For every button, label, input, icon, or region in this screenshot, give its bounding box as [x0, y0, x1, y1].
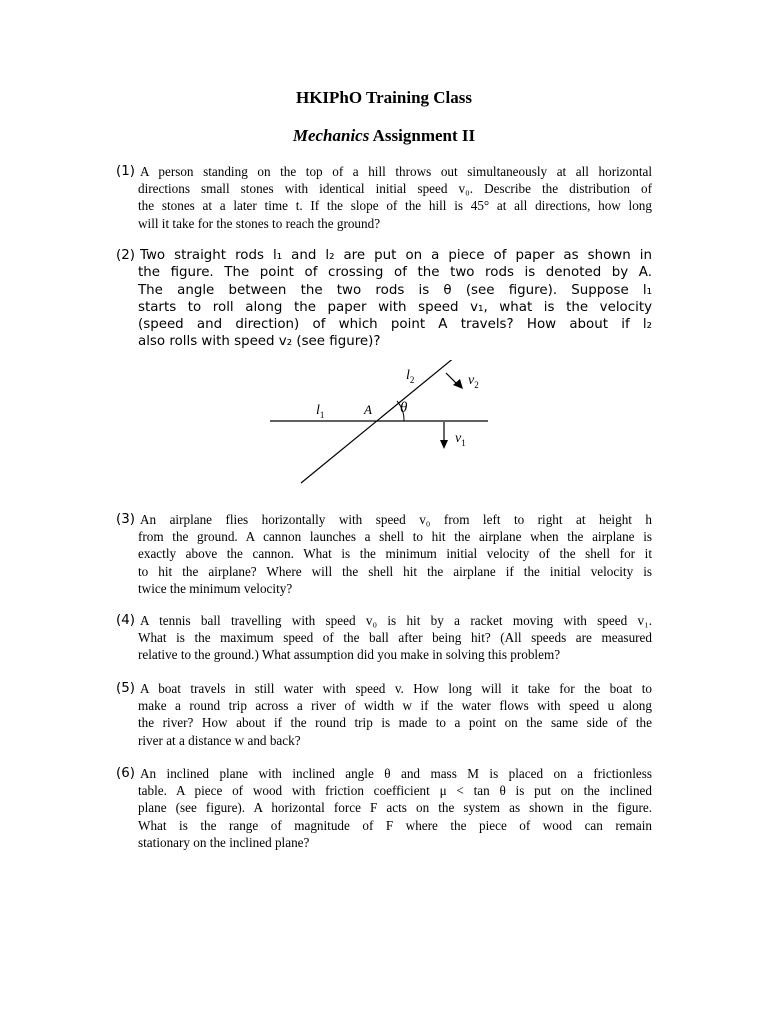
question-line: river at a distance w and back? — [138, 732, 301, 748]
question-line: stationary on the inclined plane? — [138, 834, 310, 850]
question-line: starts to roll along the paper with speed v₁, what is the velocity — [138, 299, 652, 315]
question-3 — [116, 511, 652, 597]
question-line: A person standing on the top of a hill throws out simultaneously at all horizontal — [140, 164, 652, 179]
question-line: (speed and direction) of which point A travels? How about if l₂ — [138, 317, 652, 333]
question-line: make a round trip across a river of width w if the water flows with speed u along — [138, 698, 652, 714]
v1-arrowhead — [440, 440, 448, 449]
question-line: A tennis ball travelling with speed v₀ is hit by a racket moving with speed v₁. — [140, 613, 652, 628]
question-line: An airplane flies horizontally with speed v₀ from left to right at height h — [140, 512, 652, 527]
question-line: from the ground. A cannon launches a shell to hit the airplane when the airplane is — [138, 529, 652, 545]
point-a-label: A — [364, 402, 372, 417]
page-subtitle — [0, 126, 768, 146]
question-line: the river? How about if the round trip is made to a point on the same side of the — [138, 715, 652, 731]
question-line: will it take for the stones to reach the ground? — [138, 215, 381, 231]
question-line: An inclined plane with inclined angle θ and mass M is placed on a frictionless — [140, 766, 652, 781]
question-line: plane (see figure). A horizontal force F acts on the system as shown in the figure. — [138, 800, 652, 816]
question-5 — [116, 680, 652, 749]
question-number: (5) — [116, 681, 135, 696]
question-line: also rolls with speed v₂ (see figure)? — [138, 334, 381, 350]
v2-label: $v_2$ — [468, 373, 479, 390]
question-line: directions small stones with identical initial speed v₀. Describe the distribution of — [138, 181, 652, 197]
subtitle-italic: Mechanics — [292, 126, 370, 145]
question-line: What is the range of magnitude of F where the piece of wood can remain — [138, 817, 652, 833]
angle-theta-label: θ — [400, 400, 408, 416]
v1-label: $v_1$ — [455, 431, 466, 448]
question-line: Two straight rods l₁ and l₂ are put on a piece of paper as shown in — [140, 248, 652, 263]
question-4 — [116, 612, 652, 664]
question-line: What is the maximum speed of the ball after being hit? (All speeds are measured — [138, 630, 652, 646]
subtitle-rest: Assignment II — [369, 126, 476, 145]
question-1 — [116, 163, 652, 232]
question-line: the stones at a later time t. If the slope of the hill is 45° at all directions, how long — [138, 198, 652, 214]
question-number: (6) — [116, 766, 135, 781]
question-number: (3) — [116, 512, 135, 527]
rod-l1-label: $l_1$ — [316, 403, 325, 420]
rods-figure — [260, 360, 510, 488]
question-6 — [116, 765, 652, 851]
rod-l2-label: $l_2$ — [406, 368, 415, 385]
question-line: The angle between the two rods is θ (see figure). Suppose l₁ — [138, 282, 652, 298]
question-2 — [116, 247, 652, 351]
question-number: (4) — [116, 613, 135, 628]
question-line: to hit the airplane? Where will the shell hit the airplane if the initial velocity is — [138, 563, 652, 579]
question-line: exactly above the cannon. What is the minimum initial velocity of the shell for it — [138, 546, 652, 562]
v2-arrowhead — [453, 379, 463, 389]
question-line: A boat travels in still water with speed v. How long will it take for the boat to — [140, 681, 652, 696]
question-line: twice the minimum velocity? — [138, 580, 293, 596]
question-line: table. A piece of wood with friction coefficient μ < tan θ is put on the inclined — [138, 783, 652, 799]
page-title: HKIPhO Training Class — [295, 88, 473, 107]
question-line: the figure. The point of crossing of the two rods is denoted by A. — [138, 265, 652, 281]
question-number: (2) — [116, 248, 135, 263]
question-number: (1) — [116, 164, 135, 179]
question-line: relative to the ground.) What assumption did you make in solving this problem? — [138, 647, 561, 663]
